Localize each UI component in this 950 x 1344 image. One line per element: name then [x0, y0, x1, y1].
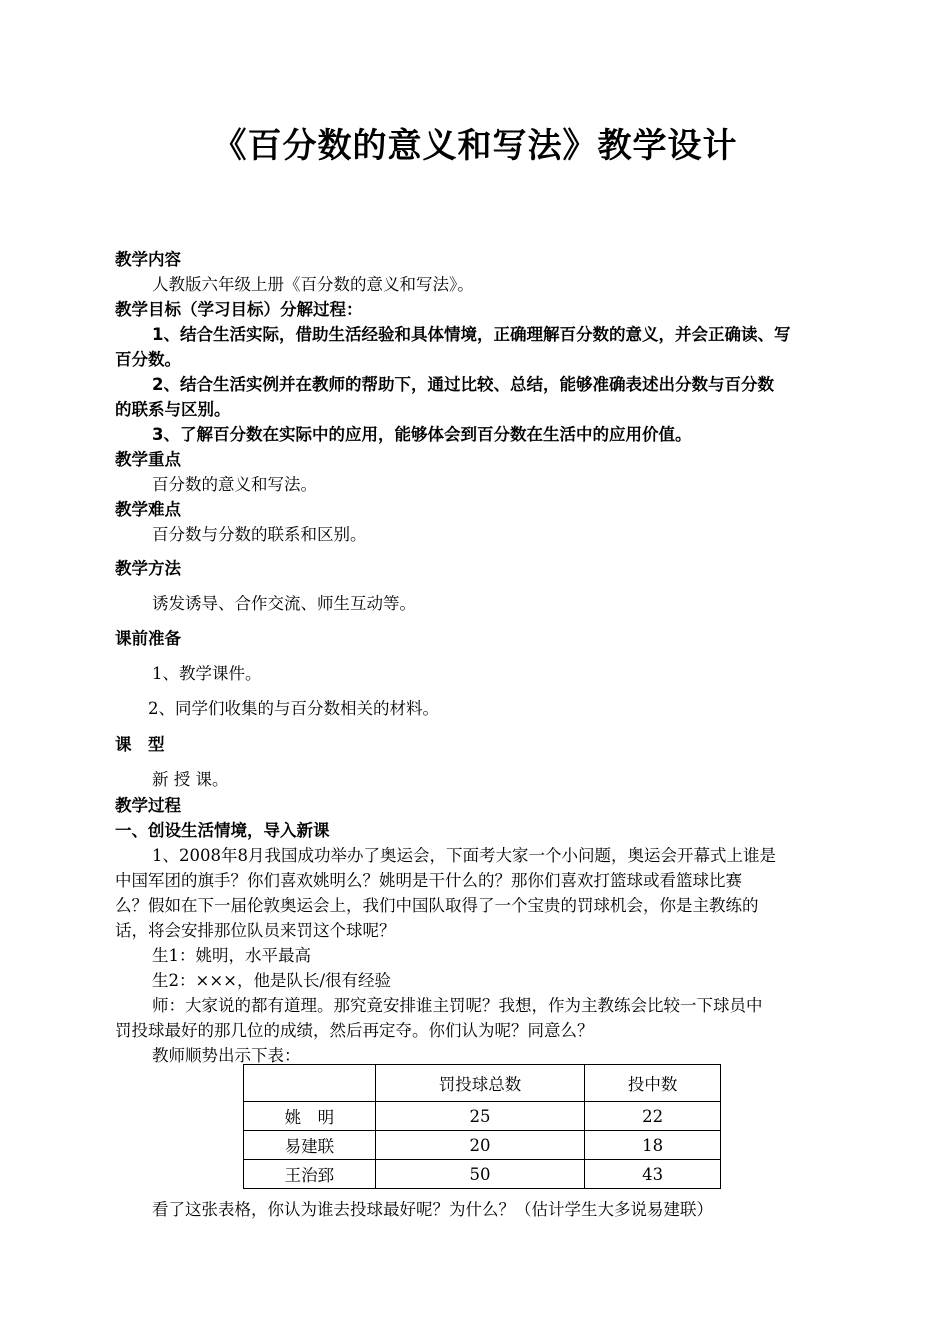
- total-attempts-cell: 50: [375, 1160, 585, 1189]
- text-teaching-content: 人教版六年级上册《百分数的意义和写法》。: [152, 275, 474, 294]
- heading-teaching-content: 教学内容: [115, 250, 181, 269]
- teacher-line-2: 罚投球最好的那几位的成绩，然后再定夺。你们认为呢？同意么？: [115, 1021, 594, 1040]
- heading-key-point: 教学重点: [115, 450, 181, 469]
- heading-method: 教学方法: [115, 559, 181, 578]
- made-count-cell: 18: [585, 1131, 721, 1160]
- made-count-cell: 22: [585, 1102, 721, 1131]
- paragraph-1-line-1: 1、2008年8月我国成功举办了奥运会，下面考大家一个小问题，奥运会开幕式上谁是: [152, 846, 776, 865]
- table-intro: 教师顺势出示下表：: [152, 1046, 301, 1065]
- table-row: [244, 1102, 721, 1131]
- prep-item-1: 1、教学课件。: [152, 664, 262, 683]
- goal-2-line-1: 2、结合生活实例并在教师的帮助下，通过比较、总结，能够准确表述出分数与百分数: [152, 375, 774, 394]
- goal-1-line-1: 1、结合生活实际，借助生活经验和具体情境，正确理解百分数的意义，并会正确读、写: [152, 325, 791, 344]
- paragraph-1-line-3: 么？假如在下一届伦敦奥运会上，我们中国队取得了一个宝贵的罚球机会，你是主教练的: [115, 896, 759, 915]
- table-header-cell: 罚投球总数: [375, 1065, 585, 1102]
- heading-lesson-type: 课 型: [115, 735, 165, 754]
- student-answer-2: 生2：×××，他是队长/很有经验: [152, 971, 392, 990]
- student-answer-1: 生1：姚明，水平最高: [152, 946, 311, 965]
- heading-preparation: 课前准备: [115, 629, 181, 648]
- after-table-text: 看了这张表格，你认为谁去投球最好呢？为什么？（估计学生大多说易建联）: [152, 1200, 713, 1219]
- text-difficulty: 百分数与分数的联系和区别。: [152, 525, 367, 544]
- table-header-cell: [244, 1065, 376, 1102]
- free-throw-table: [243, 1064, 721, 1189]
- goal-3: 3、了解百分数在实际中的应用，能够体会到百分数在生活中的应用价值。: [152, 425, 692, 444]
- table-row: [244, 1131, 721, 1160]
- made-count-cell: 43: [585, 1160, 721, 1189]
- heading-process: 教学过程: [115, 796, 181, 815]
- table-header-row: [244, 1065, 721, 1102]
- total-attempts-cell: 25: [375, 1102, 585, 1131]
- prep-item-2: 2、同学们收集的与百分数相关的材料。: [148, 699, 439, 718]
- player-name-cell: 王治郅: [244, 1160, 376, 1189]
- table-row: [244, 1160, 721, 1189]
- heading-teaching-goals: 教学目标（学习目标）分解过程：: [115, 300, 363, 319]
- table-header-cell: 投中数: [585, 1065, 721, 1102]
- text-method: 诱发诱导、合作交流、师生互动等。: [152, 594, 416, 613]
- teacher-line-1: 师：大家说的都有道理。那究竟安排谁主罚呢？我想，作为主教练会比较一下球员中: [152, 996, 763, 1015]
- player-name-cell: 易建联: [244, 1131, 376, 1160]
- document-title: 《百分数的意义和写法》教学设计: [212, 126, 738, 166]
- text-key-point: 百分数的意义和写法。: [152, 475, 317, 494]
- goal-2-line-2: 的联系与区别。: [115, 400, 231, 419]
- goal-1-line-2: 百分数。: [115, 350, 181, 369]
- heading-difficulty: 教学难点: [115, 500, 181, 519]
- player-name-cell: 姚 明: [244, 1102, 376, 1131]
- heading-step-1: 一、创设生活情境，导入新课: [115, 821, 330, 840]
- total-attempts-cell: 20: [375, 1131, 585, 1160]
- paragraph-1-line-4: 话，将会安排那位队员来罚这个球呢？: [115, 921, 396, 940]
- text-lesson-type: 新 授 课。: [152, 770, 229, 789]
- paragraph-1-line-2: 中国军团的旗手？你们喜欢姚明么？姚明是干什么的？那你们喜欢打篮球或看篮球比赛: [115, 871, 742, 890]
